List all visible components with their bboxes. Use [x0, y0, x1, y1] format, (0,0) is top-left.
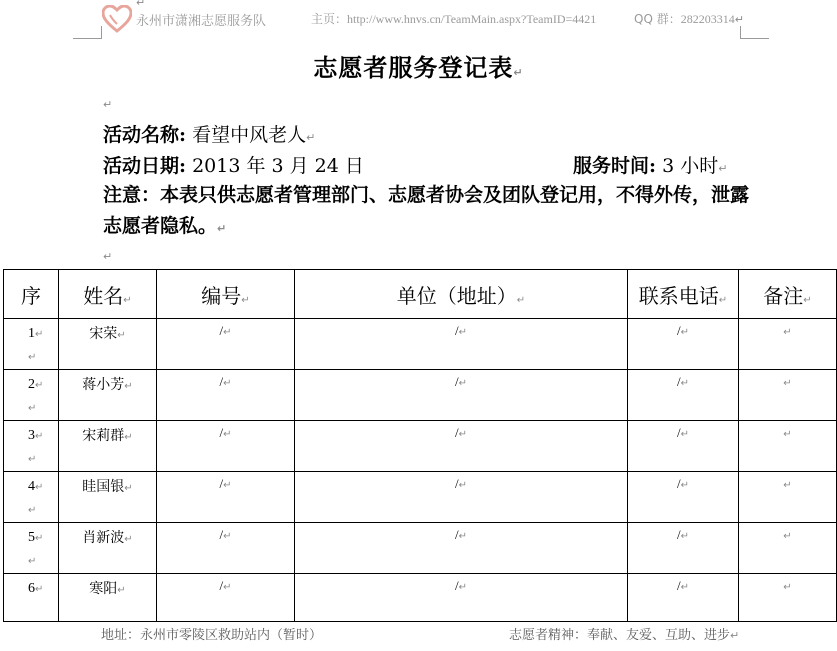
home-url: http://www.hnvs.cn/TeamMain.aspx?TeamID=4421	[347, 12, 597, 26]
header-id	[157, 270, 295, 319]
activity-date-label: 活动日期:	[103, 155, 187, 177]
id-value: /	[219, 527, 224, 542]
cell-seq	[4, 370, 59, 421]
paragraph-mark: ↵	[680, 582, 689, 593]
service-hours-value: 3 小时	[662, 155, 719, 177]
paragraph-mark: ↵	[458, 480, 467, 491]
unit-value: /	[454, 527, 459, 542]
cell-phone	[628, 574, 739, 622]
header-unit	[295, 270, 628, 319]
cell-phone	[628, 319, 739, 370]
header-label: 姓名	[83, 283, 124, 308]
paragraph-mark: ↵	[680, 327, 689, 338]
header-label: 联系电话	[638, 283, 719, 308]
qq-group-line	[634, 10, 744, 27]
cell-unit	[295, 319, 628, 370]
volunteer-table	[3, 269, 837, 622]
privacy-notice	[103, 180, 753, 244]
paragraph-mark: ↵	[783, 582, 792, 593]
cell-id	[157, 319, 295, 370]
phone-value: /	[676, 476, 681, 491]
crop-mark-right	[740, 26, 769, 39]
paragraph-mark: ↵	[783, 480, 792, 491]
name-value: 宋莉群	[82, 428, 125, 444]
paragraph-mark: ↵	[124, 534, 133, 545]
service-hours-line	[573, 151, 727, 178]
paragraph-mark: ↵	[734, 13, 744, 26]
footer-address: 地址：永州市零陵区救助站内（暂时）	[101, 628, 323, 643]
paragraph-mark: ↵	[718, 294, 728, 306]
paragraph-mark: ↵	[217, 222, 227, 235]
cell-remarks	[739, 472, 837, 523]
id-value: /	[219, 374, 224, 389]
cell-name	[59, 319, 157, 370]
cell-remarks	[739, 421, 837, 472]
paragraph-mark: ↵	[680, 480, 689, 491]
paragraph-mark: ↵	[458, 327, 467, 338]
page-title	[0, 48, 837, 83]
paragraph-mark: ↵	[516, 294, 526, 306]
paragraph-mark: ↵	[783, 378, 792, 389]
cell-unit	[295, 574, 628, 622]
paragraph-mark: ↵	[223, 429, 232, 440]
unit-value: /	[454, 425, 459, 440]
header-phone	[628, 270, 739, 319]
cell-unit	[295, 523, 628, 574]
home-label: 主页：	[311, 12, 348, 26]
activity-name-value: 看望中风老人	[192, 124, 307, 146]
paragraph-mark: ↵	[306, 131, 316, 144]
cell-name	[59, 370, 157, 421]
table-row	[4, 319, 837, 370]
seq-value: 4	[28, 479, 35, 494]
seq-value: 3	[28, 428, 35, 443]
table-row	[4, 370, 837, 421]
qq-label: QQ 群：	[634, 12, 681, 26]
unit-value: /	[454, 374, 459, 389]
header-label: 单位（地址）	[396, 283, 517, 308]
id-value: /	[219, 476, 224, 491]
footer-spirit	[509, 624, 739, 643]
cell-phone	[628, 523, 739, 574]
cell-phone	[628, 370, 739, 421]
name-value: 宋荣	[89, 326, 118, 342]
cell-id	[157, 370, 295, 421]
activity-name-label: 活动名称:	[103, 124, 187, 146]
id-value: /	[219, 578, 224, 593]
cell-unit	[295, 421, 628, 472]
paragraph-mark: ↵	[718, 162, 728, 175]
paragraph-mark: ↵	[730, 629, 740, 642]
paragraph-mark: ↵	[28, 505, 37, 516]
paragraph-mark: ↵	[458, 531, 467, 542]
activity-name-line	[103, 120, 315, 147]
activity-date-line	[103, 151, 364, 178]
paragraph-mark: ↵	[680, 531, 689, 542]
paragraph-mark: ↵	[680, 429, 689, 440]
cell-name	[59, 421, 157, 472]
id-value: /	[219, 425, 224, 440]
paragraph-mark: ↵	[117, 585, 126, 596]
cell-remarks	[739, 574, 837, 622]
cell-remarks	[739, 370, 837, 421]
activity-date-value: 2013 年 3 月 24 日	[192, 155, 364, 177]
paragraph-mark: ↵	[513, 66, 524, 79]
phone-value: /	[676, 527, 681, 542]
cell-name	[59, 523, 157, 574]
table-row	[4, 421, 837, 472]
phone-value: /	[676, 578, 681, 593]
cell-name	[59, 574, 157, 622]
seq-value: 6	[28, 581, 35, 596]
phone-value: /	[676, 323, 681, 338]
paragraph-mark: ↵	[124, 483, 133, 494]
paragraph-mark: ↵	[223, 531, 232, 542]
unit-value: /	[454, 323, 459, 338]
paragraph-mark: ↵	[35, 482, 44, 493]
cell-phone	[628, 421, 739, 472]
unit-value: /	[454, 578, 459, 593]
paragraph-mark: ↵	[124, 432, 133, 443]
seq-value: 5	[28, 530, 35, 545]
cell-seq	[4, 421, 59, 472]
paragraph-mark: ↵	[123, 294, 132, 306]
paragraph-mark: ↵	[458, 429, 467, 440]
paragraph-mark: ↵	[35, 380, 44, 391]
paragraph-mark: ↵	[783, 531, 792, 542]
header-name	[59, 270, 157, 319]
table-header-row	[4, 270, 837, 319]
cell-unit	[295, 472, 628, 523]
paragraph-mark: ↵	[28, 556, 37, 567]
cell-id	[157, 523, 295, 574]
table-row	[4, 574, 837, 622]
paragraph-mark: ↵	[103, 98, 113, 111]
paragraph-mark: ↵	[803, 294, 812, 306]
homepage-line	[311, 10, 596, 27]
paragraph-mark: ↵	[241, 294, 250, 306]
cell-id	[157, 472, 295, 523]
phone-value: /	[676, 374, 681, 389]
cell-seq	[4, 472, 59, 523]
table-row	[4, 472, 837, 523]
header-remarks	[739, 270, 837, 319]
name-value: 寒阳	[89, 581, 118, 597]
paragraph-mark: ↵	[35, 584, 44, 595]
cell-remarks	[739, 319, 837, 370]
paragraph-mark: ↵	[103, 250, 113, 263]
paragraph-mark: ↵	[458, 582, 467, 593]
name-value: 蒋小芳	[82, 377, 125, 393]
name-value: 眭国银	[82, 479, 125, 495]
header-seq	[4, 270, 59, 319]
name-value: 肖新波	[82, 530, 125, 546]
paragraph-mark: ↵	[783, 429, 792, 440]
paragraph-mark: ↵	[458, 378, 467, 389]
paragraph-mark: ↵	[680, 378, 689, 389]
header-label: 序	[21, 283, 41, 308]
unit-value: /	[454, 476, 459, 491]
paragraph-mark: ↵	[223, 378, 232, 389]
paragraph-mark: ↵	[28, 454, 37, 465]
paragraph-mark: ↵	[35, 533, 44, 544]
paragraph-mark: ↵	[28, 403, 37, 414]
cell-phone	[628, 472, 739, 523]
crop-mark-left	[73, 26, 102, 39]
id-value: /	[219, 323, 224, 338]
cell-remarks	[739, 523, 837, 574]
notice-text: 注意：本表只供志愿者管理部门、志愿者协会及团队登记用，不得外传，泄露志愿者隐私。	[103, 184, 750, 237]
header-label: 编号	[201, 283, 242, 308]
cell-seq	[4, 523, 59, 574]
service-hours-label: 服务时间:	[573, 155, 657, 177]
title-text: 志愿者服务登记表	[313, 54, 514, 82]
qq-number: 282203314	[680, 12, 735, 26]
paragraph-mark: ↵	[35, 329, 44, 340]
table-row	[4, 523, 837, 574]
paragraph-mark: ↵	[223, 327, 232, 338]
paragraph-mark: ↵	[28, 352, 37, 363]
cell-id	[157, 574, 295, 622]
seq-value: 1	[28, 326, 35, 341]
cell-name	[59, 472, 157, 523]
heart-logo-icon	[102, 5, 132, 33]
org-name: 永州市潇湘志愿服务队	[136, 14, 267, 29]
cell-seq	[4, 574, 59, 622]
seq-value: 2	[28, 377, 35, 392]
paragraph-mark: ↵	[124, 381, 133, 392]
paragraph-mark: ↵	[223, 582, 232, 593]
paragraph-mark: ↵	[117, 330, 126, 341]
spirit-text: 志愿者精神：奉献、友爱、互助、进步	[509, 628, 731, 643]
header-label: 备注	[763, 283, 804, 308]
paragraph-mark: ↵	[223, 480, 232, 491]
phone-value: /	[676, 425, 681, 440]
paragraph-mark: ↵	[136, 0, 146, 9]
paragraph-mark: ↵	[35, 431, 44, 442]
cell-id	[157, 421, 295, 472]
page-header	[0, 0, 837, 40]
cell-unit	[295, 370, 628, 421]
paragraph-mark: ↵	[783, 327, 792, 338]
cell-seq	[4, 319, 59, 370]
